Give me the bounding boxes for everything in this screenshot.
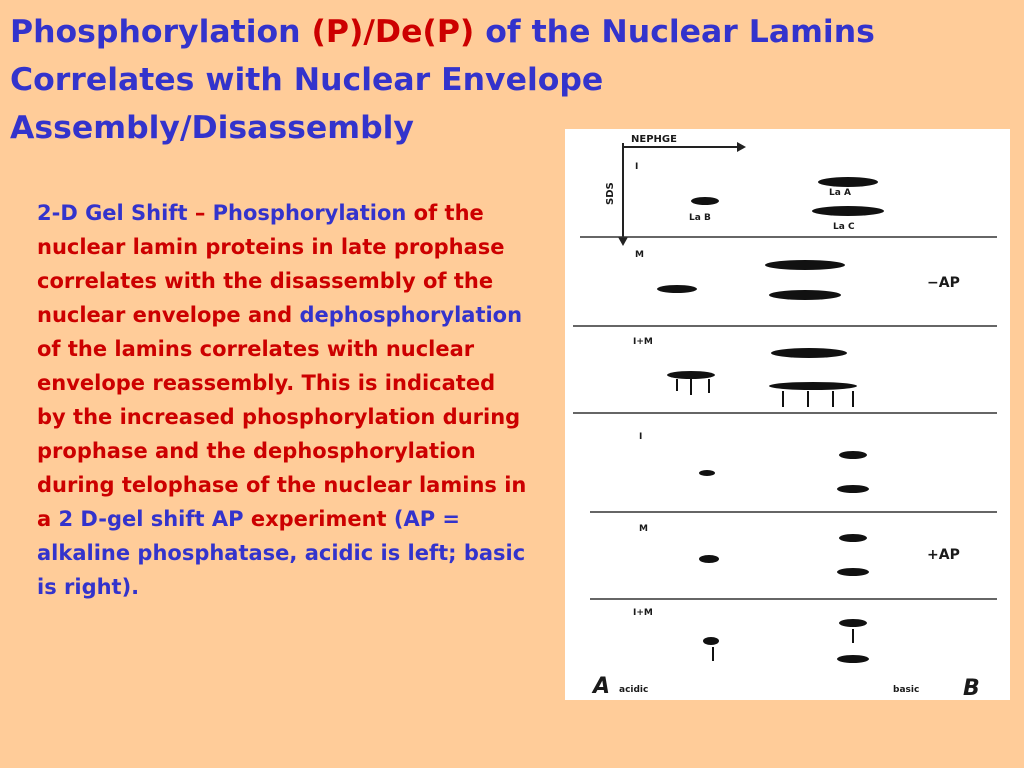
band bbox=[691, 197, 719, 205]
band bbox=[771, 348, 847, 358]
lane-label-4: I bbox=[639, 432, 643, 442]
title-part-2: (P)/De(P) bbox=[311, 14, 475, 50]
title-part-1: Phosphorylation bbox=[10, 14, 312, 50]
body-dephos: dephosphorylation bbox=[299, 303, 523, 327]
body-tail: (AP = alkaline phosphatase, acidic is left; basic is right). bbox=[37, 507, 526, 599]
lane-label-1: I bbox=[635, 162, 639, 172]
sds-arrow-icon bbox=[618, 237, 628, 246]
body-seg-3: experiment bbox=[243, 507, 387, 531]
lane-label-6: I+M bbox=[633, 608, 653, 618]
band bbox=[839, 619, 867, 627]
la-c-label: La C bbox=[833, 222, 855, 232]
band bbox=[657, 285, 697, 293]
lane-label-2: M bbox=[635, 250, 644, 260]
band bbox=[703, 637, 719, 645]
band bbox=[667, 371, 715, 379]
band bbox=[769, 290, 841, 300]
body-seg-2: of the lamins correlates with nuclear envelope reassembly. This is indicated by the increased phosphorylation during prophase and the dephosphorylation during telophase of the nuclear lamins in a bbox=[37, 337, 527, 531]
body-phos: Phosphorylation bbox=[212, 201, 407, 225]
body-seg-1: of the nuclear lamin proteins in late prophase correlates with the disassembly of the nuclear envelope and bbox=[37, 201, 505, 327]
band bbox=[837, 655, 869, 663]
panel-a-label: A bbox=[593, 674, 611, 699]
panel-b-label: B bbox=[963, 676, 980, 700]
nephge-label: NEPHGE bbox=[631, 134, 677, 145]
band bbox=[699, 470, 715, 476]
sds-label: SDS bbox=[605, 182, 616, 205]
band bbox=[837, 485, 869, 493]
plus-ap-label: +AP bbox=[927, 547, 960, 563]
body-intro: 2-D Gel Shift bbox=[37, 201, 188, 225]
band bbox=[699, 555, 719, 563]
title-part-3: of the Nuclear Lamins Correlates with Nuclear Envelope Assembly/Disassembly bbox=[10, 14, 875, 146]
lane-label-5: M bbox=[639, 524, 648, 534]
body-paragraph bbox=[37, 196, 527, 604]
body-gel: 2 D-gel shift AP bbox=[58, 507, 244, 531]
body-dash: – bbox=[187, 201, 213, 225]
band bbox=[769, 382, 857, 390]
la-b-label: La B bbox=[689, 213, 711, 223]
band bbox=[818, 177, 878, 187]
acidic-label: acidic bbox=[619, 685, 649, 695]
basic-label: basic bbox=[893, 685, 920, 695]
minus-ap-label: −AP bbox=[927, 275, 960, 291]
nephge-arrow-icon bbox=[737, 142, 746, 152]
band bbox=[839, 451, 867, 459]
gel-image bbox=[565, 129, 1010, 700]
band bbox=[765, 260, 845, 270]
band bbox=[812, 206, 884, 216]
band bbox=[837, 568, 869, 576]
lane-label-3: I+M bbox=[633, 337, 653, 347]
band bbox=[839, 534, 867, 542]
gel-figure bbox=[565, 129, 1010, 700]
la-a-label: La A bbox=[829, 188, 851, 198]
